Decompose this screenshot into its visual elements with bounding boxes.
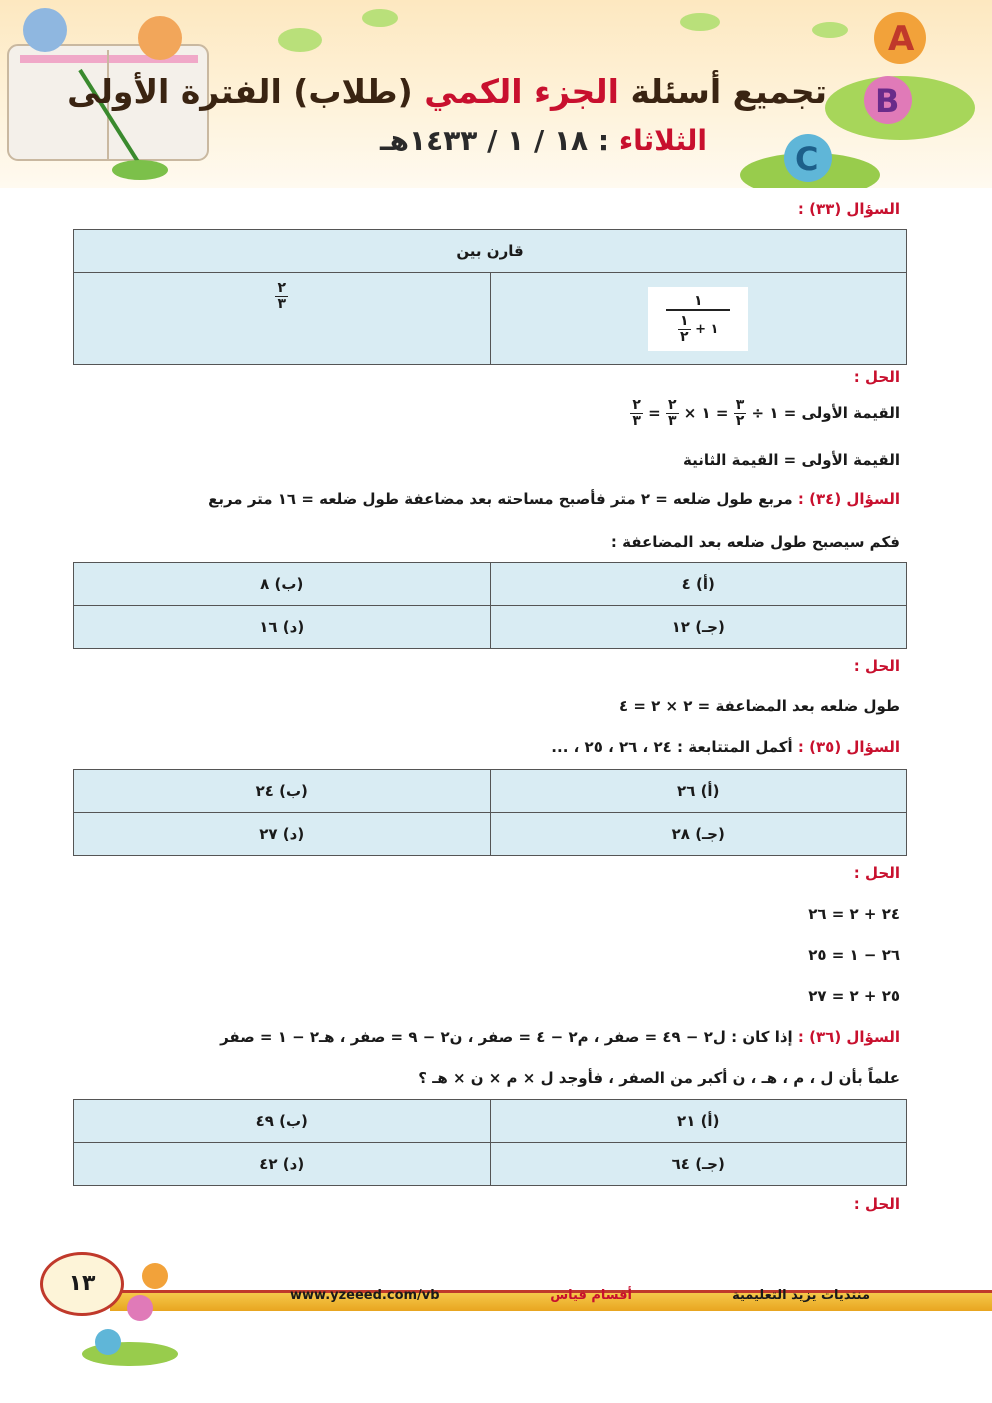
q36-text1: إذا كان : ل٢ − ٤٩ = صفر ، م٢ − ٤ = صفر ، ن٢ − ٩ = صفر ، هـ٢ − ١ = صفر bbox=[220, 1028, 793, 1046]
footer-letter-a-icon bbox=[142, 1263, 168, 1289]
q33-inner-add: + ١ bbox=[695, 321, 719, 337]
q34-option-a[interactable]: (أ) ٤ bbox=[490, 563, 907, 606]
q34-solution-label: الحل : bbox=[853, 657, 900, 675]
q34-option-b[interactable]: (ب) ٨ bbox=[74, 563, 491, 606]
footer-url[interactable]: www.yzeeed.com/vb bbox=[290, 1288, 440, 1303]
page-number: ١٣ bbox=[40, 1252, 124, 1316]
q35-options-table bbox=[73, 769, 907, 856]
q33-table-header: قارن بين bbox=[74, 230, 907, 273]
q35-line bbox=[551, 738, 900, 756]
q36-line1 bbox=[220, 1028, 900, 1046]
day-label: الثلاثاء bbox=[618, 124, 707, 157]
sol-f1-den: ٢ bbox=[735, 413, 745, 429]
sol-f1-num: ٣ bbox=[735, 397, 745, 413]
page-date bbox=[380, 124, 707, 157]
q34-options-table bbox=[73, 562, 907, 649]
q33-left-num: ٢ bbox=[277, 280, 287, 296]
q34-line2: فكم سيصبح طول ضلعه بعد المضاعفة : bbox=[610, 533, 900, 551]
q33-solution-line1 bbox=[630, 398, 900, 429]
title-part2: (طلاب) الفترة الأولى bbox=[67, 72, 425, 111]
q33-left-den: ٣ bbox=[277, 296, 287, 312]
q35-solution-3: ٢٥ + ٢ = ٢٧ bbox=[808, 987, 900, 1005]
q36-options-table bbox=[73, 1099, 907, 1186]
page-header bbox=[0, 0, 992, 188]
q33-right-cell bbox=[490, 273, 907, 365]
q33-complex-fraction bbox=[648, 287, 748, 351]
q35-option-c[interactable]: (جـ) ٢٨ bbox=[490, 813, 907, 856]
sol-fraction-3 bbox=[630, 398, 643, 429]
footer-letter-b-icon bbox=[127, 1295, 153, 1321]
q33-solution-label: الحل : bbox=[853, 368, 900, 386]
q36-solution-label: الحل : bbox=[853, 1195, 900, 1213]
q35-text: أكمل المتتابعة : ٢٤ ، ٢٦ ، ٢٥ ، ... bbox=[551, 738, 793, 756]
q36-option-b[interactable]: (ب) ٤٩ bbox=[74, 1100, 491, 1143]
q33-inner-den: ٢ bbox=[680, 328, 689, 345]
sol-mid: = ١ × bbox=[683, 404, 729, 422]
title-part1: تجميع أسئلة bbox=[618, 72, 827, 111]
q33-compare-table bbox=[73, 229, 907, 365]
q36-option-a[interactable]: (أ) ٢١ bbox=[490, 1100, 907, 1143]
girl-figure bbox=[138, 16, 182, 60]
footer-letter-c-icon bbox=[95, 1329, 121, 1355]
q35-solution-2: ٢٦ − ١ = ٢٥ bbox=[808, 946, 900, 964]
boy-figure bbox=[23, 8, 67, 52]
sol-fraction-2 bbox=[666, 398, 679, 429]
q33-solution-line2: القيمة الأولى = القيمة الثانية bbox=[683, 451, 900, 469]
sol-f2-num: ٢ bbox=[667, 397, 677, 413]
q33-right-numerator: ١ bbox=[666, 293, 730, 311]
title-highlight: الجزء الكمي bbox=[424, 72, 619, 111]
q34-option-d[interactable]: (د) ١٦ bbox=[74, 606, 491, 649]
q35-option-b[interactable]: (ب) ٢٤ bbox=[74, 770, 491, 813]
svg-text:A: A bbox=[888, 19, 915, 59]
svg-text:C: C bbox=[795, 140, 819, 178]
sol-eq: = bbox=[648, 404, 661, 422]
sol-fraction-1 bbox=[734, 398, 747, 429]
q36-label: السؤال (٣٦) : bbox=[797, 1028, 900, 1046]
q33-left-cell bbox=[74, 273, 491, 365]
sol-f3-den: ٣ bbox=[632, 413, 641, 429]
q33-right-denominator bbox=[666, 314, 730, 345]
q36-option-d[interactable]: (د) ٤٢ bbox=[74, 1143, 491, 1186]
q33-label: السؤال (٣٣) : bbox=[797, 200, 900, 218]
q36-line2: علماً بأن ل ، م ، هـ ، ن أكبر من الصفر ، فأوجد ل × م × ن × هـ ؟ bbox=[418, 1069, 900, 1087]
footer-site: منتديات يزيد التعليمية bbox=[732, 1288, 870, 1303]
q34-solution: طول ضلعه بعد المضاعفة = ٢ × ٢ = ٤ bbox=[618, 697, 900, 715]
q35-option-a[interactable]: (أ) ٢٦ bbox=[490, 770, 907, 813]
sol-f3-num: ٢ bbox=[632, 397, 641, 413]
sol-f2-den: ٣ bbox=[667, 413, 677, 429]
q36-option-c[interactable]: (جـ) ٦٤ bbox=[490, 1143, 907, 1186]
q33-inner-num: ١ bbox=[680, 312, 689, 329]
q33-left-fraction bbox=[275, 281, 288, 312]
date-value: : ١٨ / ١ / ١٤٣٣هـ bbox=[380, 124, 619, 157]
q34-text1: مربع طول ضلعه = ٢ متر فأصبح مساحته بعد مضاعفة طول ضلعه = ١٦ متر مربع bbox=[208, 490, 793, 508]
q35-solution-label: الحل : bbox=[853, 864, 900, 882]
page-title bbox=[67, 72, 827, 111]
q33-inner-fraction bbox=[678, 314, 691, 345]
q35-label: السؤال (٣٥) : bbox=[797, 738, 900, 756]
q34-option-c[interactable]: (جـ) ١٢ bbox=[490, 606, 907, 649]
footer-section: أقسام قياس bbox=[550, 1288, 632, 1303]
svg-text:B: B bbox=[875, 82, 900, 120]
q34-line1 bbox=[208, 490, 900, 508]
q35-option-d[interactable]: (د) ٢٧ bbox=[74, 813, 491, 856]
sol-prefix: القيمة الأولى = ١ ÷ bbox=[751, 404, 900, 422]
q34-label: السؤال (٣٤) : bbox=[797, 490, 900, 508]
q35-solution-1: ٢٤ + ٢ = ٢٦ bbox=[808, 905, 900, 923]
